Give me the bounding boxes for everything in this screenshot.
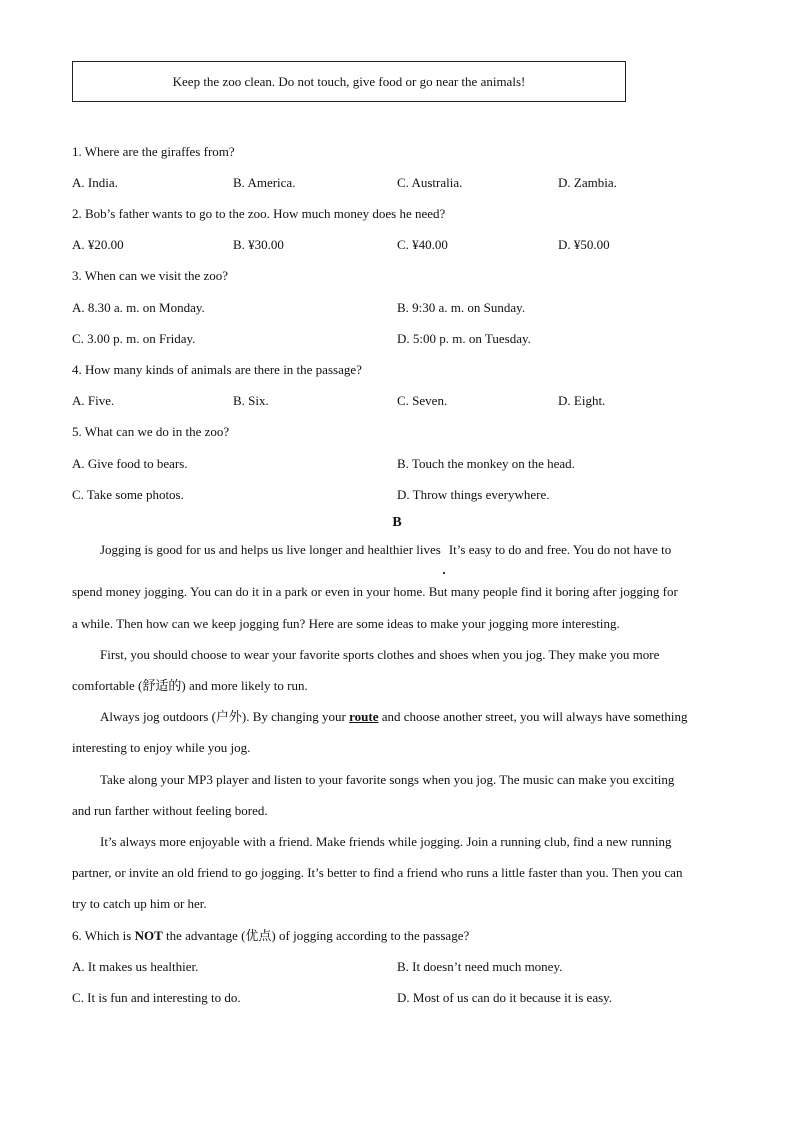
q5-option-c: C. Take some photos. — [72, 487, 184, 502]
q3-option-d: D. 5:00 p. m. on Tuesday. — [397, 331, 531, 346]
q6-prefix: 6. Which is — [72, 928, 135, 943]
q2-option-b: B. ¥30.00 — [233, 237, 284, 252]
passage-p4-line2: and run farther without feeling bored. — [72, 803, 268, 818]
question-4: 4. How many kinds of animals are there in the passage? — [72, 362, 362, 377]
q2-option-a: A. ¥20.00 — [72, 237, 124, 252]
q1-option-b: B. America. — [233, 175, 296, 190]
q6-not: NOT — [134, 928, 163, 943]
question-1: 1. Where are the giraffes from? — [72, 144, 235, 159]
q5-option-b: B. Touch the monkey on the head. — [397, 456, 575, 471]
q1-option-a: A. India. — [72, 175, 118, 190]
passage-p5-line1: It’s always more enjoyable with a friend. Make friends while jogging. Join a running club, find a new running — [100, 834, 672, 849]
passage-p4-line1: Take along your MP3 player and listen to your favorite songs when you jog. The music can make you exciting — [100, 772, 675, 787]
question-2: 2. Bob’s father wants to go to the zoo. How much money does he need? — [72, 206, 446, 221]
q2-option-c: C. ¥40.00 — [397, 237, 448, 252]
zoo-rules-text: Keep the zoo clean. Do not touch, give food or go near the animals! — [172, 73, 526, 89]
zoo-rules-box — [72, 61, 626, 102]
q6-option-b: B. It doesn’t need much money. — [397, 959, 563, 974]
passage-p1-line1 — [100, 542, 722, 558]
passage-p1-line3: a while. Then how can we keep jogging fun? Here are some ideas to make your jogging more interesting. — [72, 616, 620, 631]
passage-p2-line2: comfortable (舒适的) and more likely to run. — [72, 678, 308, 693]
q6-option-c: C. It is fun and interesting to do. — [72, 990, 241, 1005]
route-word: route — [349, 709, 379, 724]
passage-p1-line2: spend money jogging. You can do it in a park or even in your home. But many people find it boring after jogging for — [72, 584, 678, 599]
q3-option-a: A. 8.30 a. m. on Monday. — [72, 300, 205, 315]
question-3: 3. When can we visit the zoo? — [72, 268, 229, 283]
q5-option-d: D. Throw things everywhere. — [397, 487, 550, 502]
passage-p5-line2: partner, or invite an old friend to go jogging. It’s better to find a friend who runs a little faster than you. Then you can — [72, 865, 683, 880]
q4-option-a: A. Five. — [72, 393, 115, 408]
q3-option-b: B. 9:30 a. m. on Sunday. — [397, 300, 526, 315]
passage-p1-line1-a: Jogging is good for us and helps us live longer and healthier lives — [100, 542, 441, 557]
q3-option-c: C. 3.00 p. m. on Friday. — [72, 331, 196, 346]
q6-option-d: D. Most of us can do it because it is easy. — [397, 990, 613, 1005]
passage-p1-line1-b: It’s easy to do and free. You do not have to — [448, 542, 672, 557]
q4-option-d: D. Eight. — [558, 393, 606, 408]
question-6 — [72, 928, 469, 944]
question-5: 5. What can we do in the zoo? — [72, 424, 230, 439]
passage-p3-line1 — [100, 709, 722, 725]
passage-p3-line1-b: and choose another street, you will always have something — [381, 709, 688, 724]
q1-option-d: D. Zambia. — [558, 175, 617, 190]
passage-p2-line1: First, you should choose to wear your favorite sports clothes and shoes when you jog. They make you more — [100, 647, 660, 662]
q6-option-a: A. It makes us healthier. — [72, 959, 199, 974]
q4-option-b: B. Six. — [233, 393, 269, 408]
q5-option-a: A. Give food to bears. — [72, 456, 188, 471]
q6-suffix: the advantage (优点) of jogging according to the passage? — [162, 928, 470, 943]
passage-p3-line1-a: Always jog outdoors (户外). By changing your — [100, 709, 346, 724]
q4-option-c: C. Seven. — [397, 393, 448, 408]
q1-option-c: C. Australia. — [397, 175, 463, 190]
passage-p3-line2: interesting to enjoy while you jog. — [72, 740, 251, 755]
q2-option-d: D. ¥50.00 — [558, 237, 610, 252]
section-b-heading: B — [392, 515, 402, 530]
passage-p5-line3: try to catch up him or her. — [72, 896, 207, 911]
